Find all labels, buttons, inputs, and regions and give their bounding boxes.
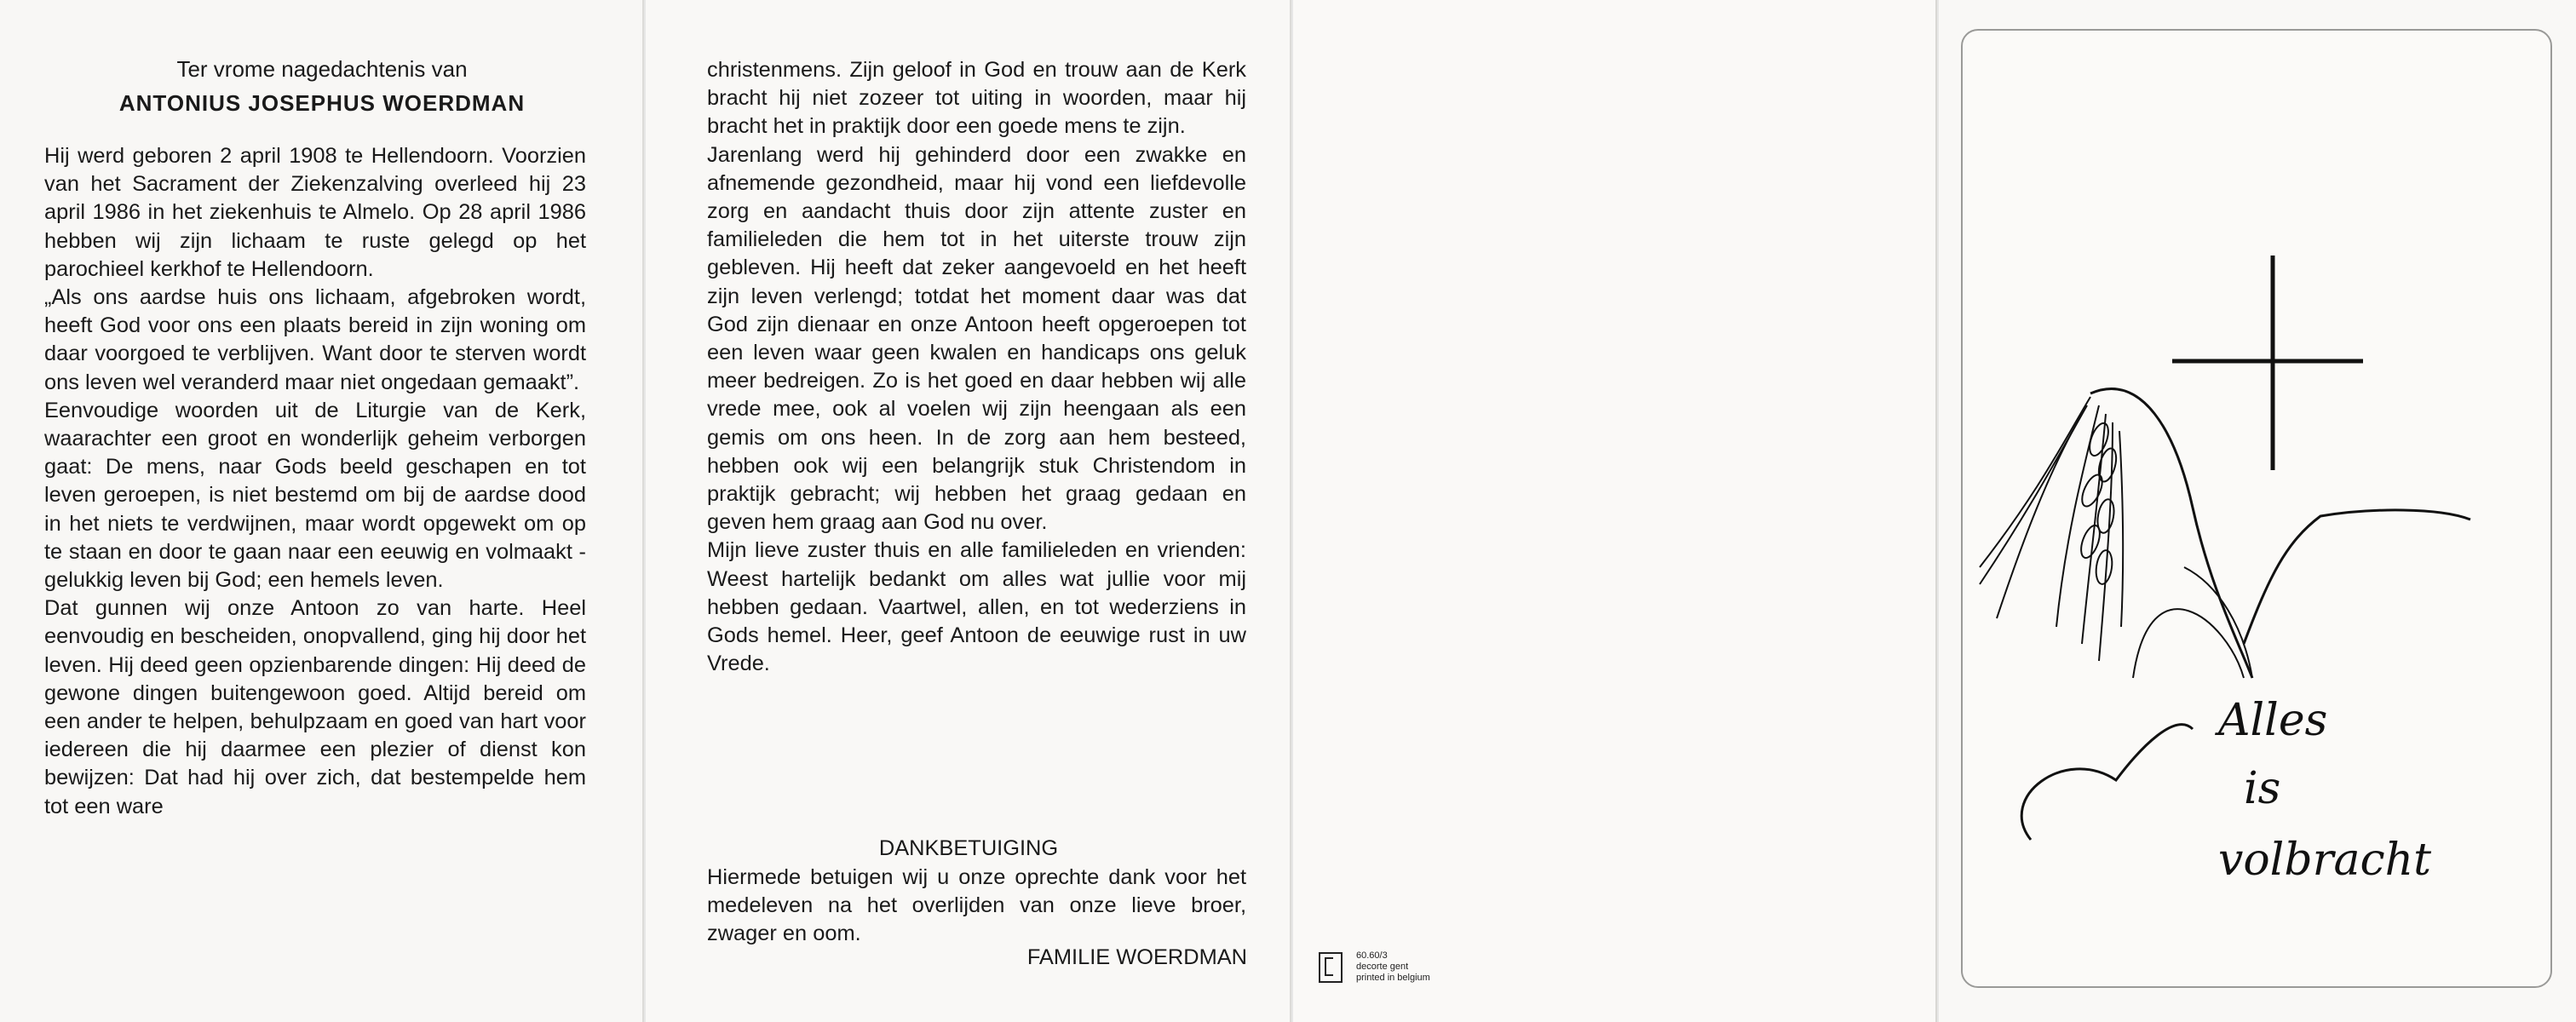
back-panel <box>1293 0 1937 1022</box>
sweep-curve <box>2244 510 2470 644</box>
memorial-heading: Ter vrome nagedachtenis van <box>176 56 468 82</box>
publisher-code: 60.60/3 <box>1356 950 1388 961</box>
publisher-imprint <box>1356 950 1430 984</box>
cover-text-alles: Alles <box>2218 695 2328 746</box>
leaf-curve <box>2184 567 2252 678</box>
family-signature: FAMILIE WOERDMAN <box>1026 945 1247 969</box>
cover-text-is: is <box>2244 763 2281 814</box>
inside-left-panel <box>0 0 644 1022</box>
publisher-logo-icon <box>1319 952 1343 983</box>
script-flourish <box>2021 725 2193 840</box>
thanks-title: DANKBETUIGING <box>878 836 1059 860</box>
cover-text-volbracht: volbracht <box>2218 835 2431 886</box>
publisher-name: decorte gent <box>1356 962 1409 972</box>
thanks-text: Hiermede betuigen wij u onze oprechte dank voor het medeleven na het overlijden van onze lieve broer, zwager en oom. <box>707 865 1246 946</box>
wheat-ear <box>1980 397 2123 661</box>
continuation-text: christenmens. Zijn geloof in God en trouw aan de Kerk bracht hij niet zozeer tot uiting in woorden, maar hij bracht het in praktijk door een goede mens te zijn. Jarenlang werd hij gehinderd door een zwakke en afnemende gezondheid, maar hij vond een liefdevolle zorg en aandacht thuis door zijn attente zuster en familieleden die hem tot in het uiterste trouw zijn gebleven. Hij heeft dat zeker aangevoeld en het heeft zijn leven verlengd; totdat het moment daar was dat God zijn dienaar en onze Antoon heeft opgeroepen tot een leven waar geen kwalen en handicaps ons geluk meer bedreigen. Zo is het goed en daar hebben wij alle vrede mee, ook al voelen wij zijn heengaan als een gemis om ons heen. In de zorg aan hem besteed, hebben ook wij een belangrijk stuk Christendom in praktijk gebracht; wij hebben het graag gedaan en geven hem graag aan God nu over. Mijn lieve zuster thuis en alle familieleden en vrienden: Weest hartelijk bedankt om alles wat jullie voor mij hebben gedaan. Vaartwel, allen, en tot wederziens in Gods hemel. Heer, geef Antoon de eeuwige rust in uw Vrede. <box>707 58 1246 676</box>
deceased-name: ANTONIUS JOSEPHUS WOERDMAN <box>118 90 526 116</box>
inside-right-panel <box>646 0 1291 1022</box>
stalk-curve <box>2090 389 2252 678</box>
printed-in: printed in belgium <box>1356 973 1430 983</box>
cover-card-frame <box>1961 29 2552 988</box>
biography-text: Hij werd geboren 2 april 1908 te Hellendoorn. Voorzien van het Sacrament der Ziekenzalving overleed hij 23 april 1986 in het ziekenhuis te Almelo. Op 28 april 1986 hebben wij zijn lichaam te ruste gelegd op het parochieel kerkhof te Hellendoorn. „Als ons aardse huis ons lichaam, afgebroken wordt, heeft God voor ons een plaats bereid in zijn woning om daar voorgoed te verblijven. Want door te sterven wordt ons leven wel veranderd maar niet ongedaan gemaakt”. Eenvoudige woorden uit de Liturgie van de Kerk, waarachter een groot en wonderlijk geheim verborgen gaat: De mens, naar Gods beeld geschapen en tot leven geroepen, is niet bestemd om bij de aardse dood in het niets te verdwijnen, maar wordt opgewekt om op te staan en door te gaan naar een eeuwig en volmaakt - gelukkig leven bij God; een hemels leven. Dat gunnen wij onze Antoon zo van harte. Heel eenvoudig en bescheiden, onopvallend, ging hij door het leven. Hij deed geen opzienbarende dingen: Hij deed de gewone dingen buitengewoon goed. Altijd bereid om een ander te helpen, behulpzaam en goed van hart voor iedereen die hij daarmee een plezier of dienst kon bewijzen: Dat had hij over zich, dat bestempelde hem tot een ware <box>44 144 586 818</box>
